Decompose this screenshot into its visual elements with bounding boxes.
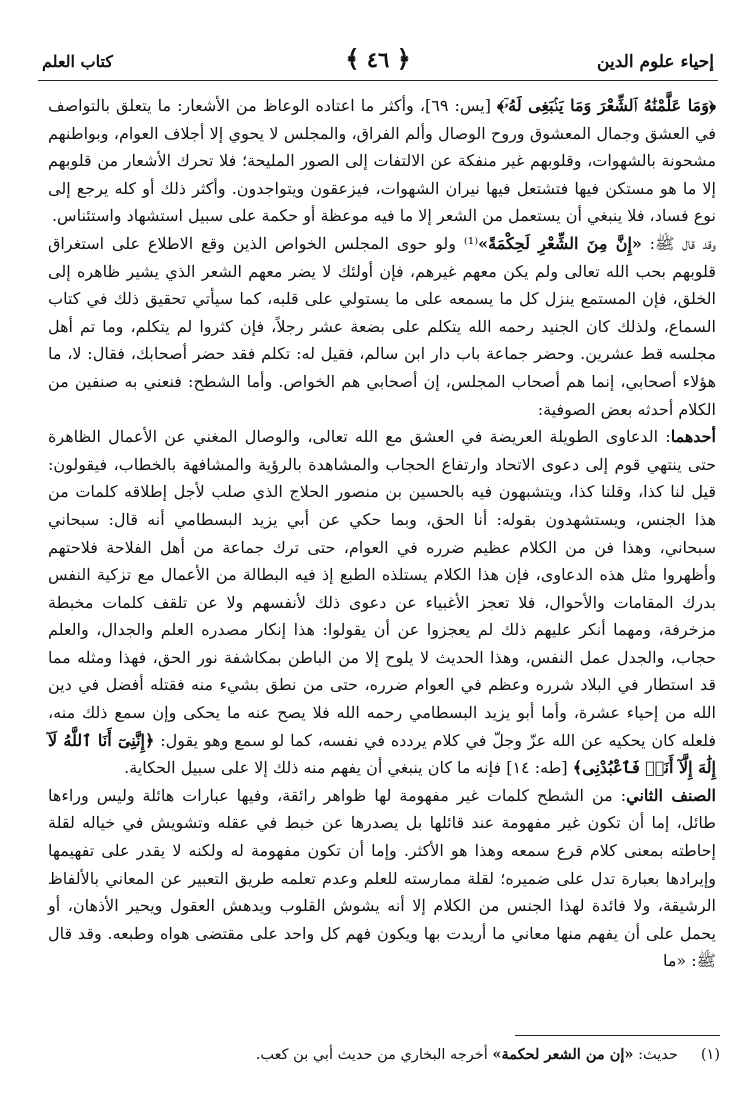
footnote-divider [515, 1035, 720, 1036]
text-segment: ﴿وَمَا عَلَّمْنَٰهُ ٱلشِّعْرَ وَمَا يَنۢبَغِى لَهُۥٓ﴾ [497, 96, 717, 115]
main-text [48, 92, 716, 975]
book-title: إحياء علوم الدين [597, 52, 714, 72]
text-segment: ⁽¹⁾ ولو حوى المجلس الخواص الذين وقع الاطلاع على استغراق قلوبهم بحب الله تعالى ولم يكن معهم غيرهم، فإن أولئك لا يضر معهم الشعر الذي يشير ظاهره إلى الخلق، فإن المستمع ينزل كل ما يسمعه على ما يستولي على قلبه، كما سيأتي تحقيق ذلك في كتاب السماع، ولذلك كان الجنيد رحمه الله يتكلم على بضعة عشر رجلاً، فإن كثروا لم يتكلم، وما تم أهل مجلسه قط عشرين. وحضر جماعة باب دار ابن سالم، فقيل له: تكلم فقد حضر أصحابك، فقال: لا، ما هؤلاء أصحابي، إنما هم أصحاب المجلس، إن أصحابي هم الخواص. وأما الشطح: فنعني به صنفين من الكلام أحدثه بعض الصوفية: [48, 233, 717, 419]
page-number: ٤٦ [366, 47, 390, 72]
footnote-marker: (١) [700, 1047, 720, 1063]
page-header [38, 42, 718, 81]
text-segment: «إِنَّ مِنَ الشِّعْرِ لَحِكْمَةً» [478, 233, 642, 253]
text-segment: ﴿إِنَّنِىٓ أَنَا ٱللَّهُ لَآ إِلَٰهَ إِلَّآ أَنَا۠ فَٱعْبُدْنِى﴾ [48, 730, 716, 778]
chapter-title: كتاب العلم [42, 52, 113, 71]
footnote [40, 1044, 720, 1066]
paragraph-p3 [48, 423, 716, 782]
text-segment: أحدهما [670, 427, 716, 447]
text-segment: : من الشطح كلمات غير مفهومة لها ظواهر رائقة، وفيها عبارات هائلة وليس وراءها طائل، إما أن تكون غير مفهومة عند قائلها بل يصدرها عن خبط في عقله وتشويش في خياله لقلة إحاطته بمعنى كلام قرع سمعه وهذا هو الأكثر. وإما أن تكون مفهومة له ولكنه لا يقدر على تفهيمها وإيرادها بعبارة تدل على ضميره؛ لقلة ممارسته للعلم وعدم تعلمه طريق التعبير عن المعاني بالألفاظ الرشيقة، ولا فائدة لهذا الجنس من الكلام إلا أنه يشوش القلوب ويدهش العقول ويحير الأذهان، أو يحمل على أن يفهم منها معاني ما أريدت بها ويكون فهم كل واحد على مقتضى هواه وطبعه. وقد قال ﷺ: «ما [48, 785, 717, 971]
ornament-bracket-left: ﴾ [345, 44, 360, 73]
text-segment: وقد قال ﷺ: [641, 233, 717, 253]
text-segment: : الدعاوى الطويلة العريضة في العشق مع الله تعالى، والوصال المغني عن الأعمال الظاهرة حتى ينتهي قوم إلى دعوى الاتحاد وارتفاع الحجاب والمشاهدة بالرؤية والمشافهة بالخطاب، فيقولون: قيل لنا كذا، وقلنا كذا، ويتشبهون فيه بالحسين بن منصور الحلاج الذي صلب لأجل إطلاقه كلمات من هذا الجنس، ويستشهدون بقوله: أنا الحق، وبما حكي عن أبي يزيد البسطامي أنه قال: سبحاني سبحاني، وهذا فن من الكلام عظيم ضرره في العوام، حتى ترك جماعة من أهل الفلاحة فلاحتهم وأظهروا مثل هذه الدعاوى، فإن هذا الكلام يستلذه الطبع إذ فيه البطالة من الأعمال مع تزكية النفس بدرك المقامات والأحوال، فلا تعجز الأغبياء عن دعوى ذلك لأنفسهم ولا عن تلقف كلمات مخبطة مزخرفة، ومهما أنكر عليهم ذلك لم يعجزوا عن أن يقولوا: هذا إنكار مصدره العلم والجدال، والعلم حجاب، والجدل عمل النفس، وهذا الحديث لا يلوح إلا من الباطن بمكاشفة نور الحق، فهذا ومثله مما قد استطار في البلاد شرره وعظم في العوام ضرره، حتى من نطق بشيء منه فقتله أفضل في دين الله من إحياء عشرة، وأما أبو يزيد البسطامي رحمه الله فلا يصح عنه ما يحكى وإن سمع ذلك منه، فلعله كان يحكيه عن الله عزّ وجلّ في كلام يردده في نفسه، كما لو سمع وهو يقول: [48, 427, 717, 750]
text-segment: الصنف الثاني [626, 785, 717, 805]
text-segment: [يس: ٦٩]، وأكثر ما اعتاده الوعاظ من الأشعار: ما يتعلق بالتواصف في العشق وجمال المعشوق وروح الوصال وألم الفراق، والمجلس لا يحوي إلا أجلاف العوام، وبواطنهم مشحونة بالشهوات، وقلوبهم غير منفكة عن الالتفات إلى الصور المليحة؛ فلا تحرك الأشعار من قلوبهم إلا ما هو مستكن فيها فتشتعل فيها نيران الشهوات، فيزعقون ويتواجدون. وأكثر ذلك أو كله يرجع إلى نوع فساد، فلا ينبغي أن يستعمل من الشعر إلا ما فيه موعظة أو حكمة على سبيل استشهاد واستئناس. [48, 96, 716, 226]
footnote-prefix: حديث: [633, 1047, 678, 1063]
text-segment: [طه: ١٤] فإنه ما كان ينبغي أن يفهم منه ذلك إلا على سبيل الحكاية. [124, 758, 573, 778]
page-number-block [345, 44, 410, 73]
ornament-bracket-right: ﴿ [396, 44, 411, 73]
paragraph-p2 [48, 230, 716, 423]
footnote-quote: «إن من الشعر لحكمة» [492, 1046, 634, 1063]
paragraph-p4 [48, 782, 716, 975]
footnote-source: أخرجه البخاري من حديث أبي بن كعب. [255, 1047, 493, 1063]
paragraph-p1 [48, 92, 716, 230]
